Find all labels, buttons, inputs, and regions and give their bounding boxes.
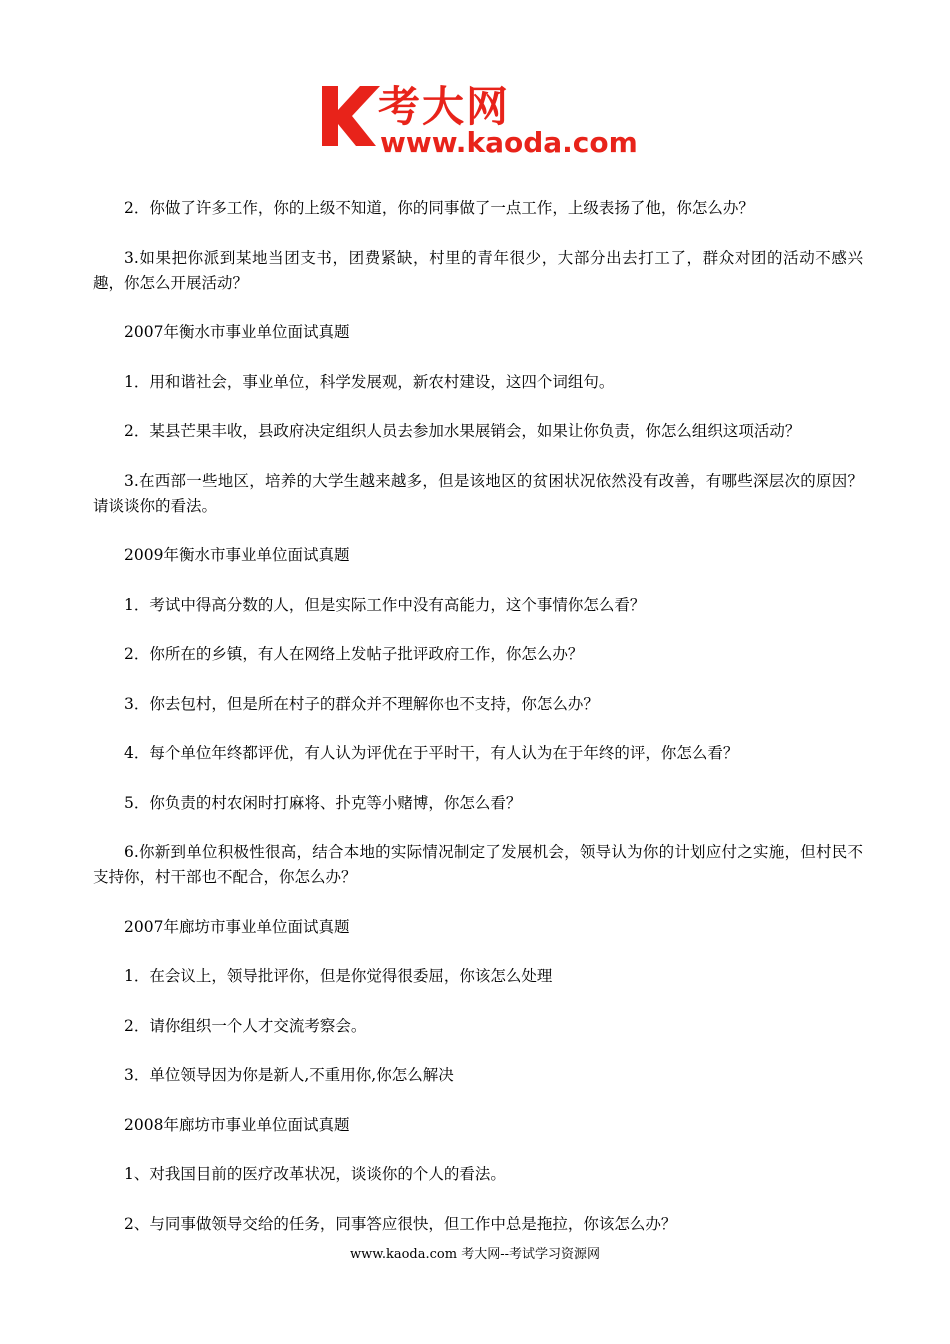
logo-title: 考大网: [378, 82, 511, 131]
site-logo: [318, 80, 648, 160]
paragraph: 5．你负责的村农闲时打麻将、扑克等小赌博，你怎么看？: [124, 793, 522, 812]
paragraph: 3．单位领导因为你是新人,不重用你,你怎么解决: [124, 1066, 454, 1084]
paragraph: 3.如果把你派到某地当团支书，团费紧缺，村里的青年很少，大部分出去打工了，群众对团的活动不感兴趣，你怎么开展活动？: [93, 248, 863, 292]
section-heading: 2007年廊坊市事业单位面试真题: [124, 917, 350, 936]
document-body: [93, 196, 863, 1261]
paragraph: 2、与同事做领导交给的任务，同事答应很快，但工作中总是拖拉，你该怎么办？: [124, 1214, 677, 1233]
paragraph: 2．你做了许多工作，你的上级不知道，你的同事做了一点工作，上级表扬了他，你怎么办？: [124, 199, 754, 217]
paragraph: 6.你新到单位积极性很高，结合本地的实际情况制定了发展机会，领导认为你的计划应付之实施，但村民不支持你，村干部也不配合，你怎么办？: [93, 843, 863, 886]
paragraph: 1．在会议上，领导批评你，但是你觉得很委屈，你该怎么处理: [124, 967, 553, 985]
paragraph: 2．某县芒果丰收，县政府决定组织人员去参加水果展销会，如果让你负责，你怎么组织这项活动？: [124, 422, 801, 440]
logo-url: www.kaoda.com: [380, 126, 638, 159]
paragraph: 3.在西部一些地区，培养的大学生越来越多，但是该地区的贫困状况依然没有改善，有哪些深层次的原因？请谈谈你的看法。: [93, 471, 863, 515]
paragraph: 2．请你组织一个人才交流考察会。: [124, 1016, 367, 1035]
paragraph: 1、对我国目前的医疗改革状况，谈谈你的个人的看法。: [124, 1165, 506, 1183]
paragraph: 2．你所在的乡镇，有人在网络上发帖子批评政府工作，你怎么办？: [124, 645, 584, 663]
section-heading: 2009年衡水市事业单位面试真题: [124, 546, 350, 564]
paragraph: 1．考试中得高分数的人，但是实际工作中没有高能力，这个事情你怎么看？: [124, 595, 646, 614]
paragraph: 1．用和谐社会，事业单位，科学发展观，新农村建设，这四个词组句。: [124, 372, 615, 391]
page-footer: www.kaoda.com 考大网--考试学习资源网: [350, 1247, 600, 1262]
section-heading: 2008年廊坊市事业单位面试真题: [124, 1115, 350, 1134]
paragraph: 3．你去包村，但是所在村子的群众并不理解你也不支持，你怎么办？: [124, 694, 599, 713]
section-heading: 2007年衡水市事业单位面试真题: [124, 323, 350, 341]
paragraph: 4．每个单位年终都评优，有人认为评优在于平时干，有人认为在于年终的评，你怎么看？: [124, 744, 739, 762]
